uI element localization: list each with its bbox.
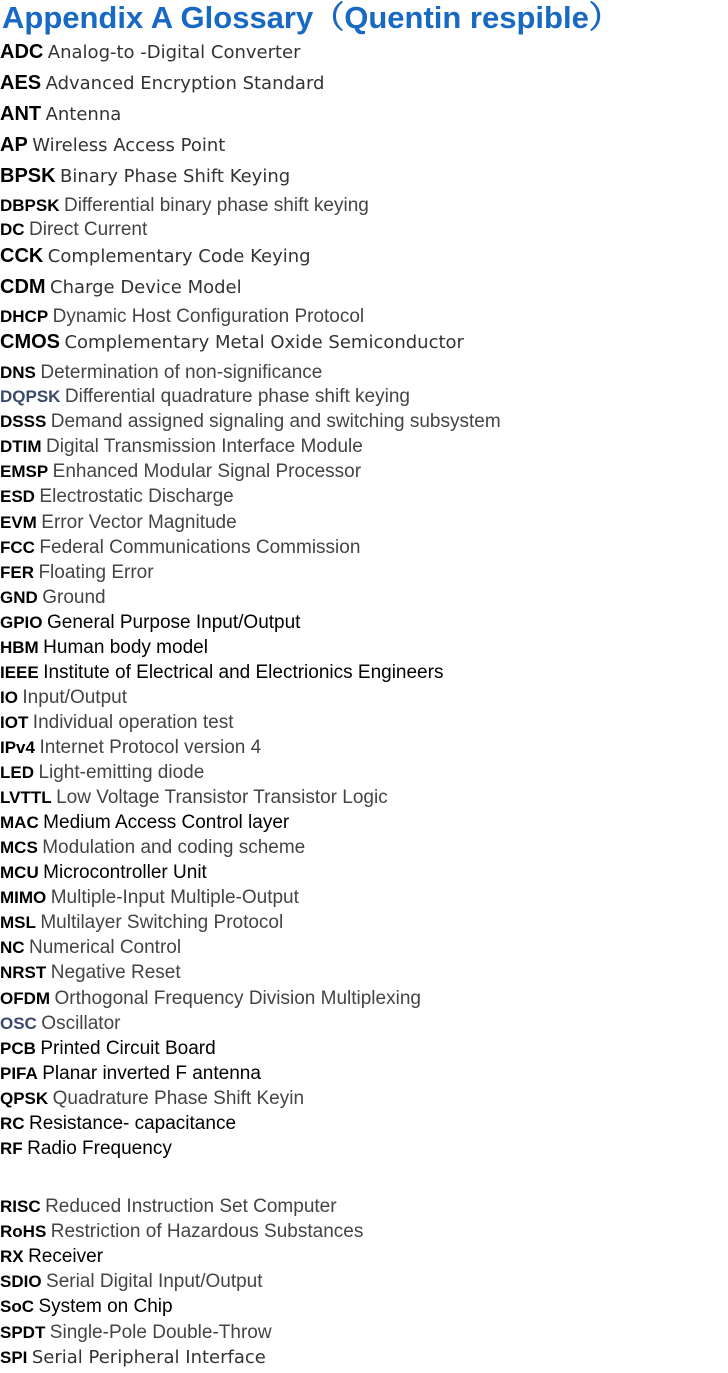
glossary-abbreviation: LED [0, 763, 34, 782]
glossary-definition: Numerical Control [29, 937, 182, 958]
glossary-definition: Light-emitting diode [38, 762, 205, 783]
glossary-abbreviation: SDIO [0, 1272, 42, 1291]
glossary-entry [0, 587, 106, 609]
glossary-definition: General Purpose Input/Output [46, 612, 301, 633]
glossary-abbreviation: SPI [0, 1348, 28, 1367]
glossary-definition: Charge Device Model [50, 277, 242, 298]
glossary-entry [0, 1196, 337, 1218]
glossary-definition: Differential quadrature phase shift keying [64, 386, 410, 407]
glossary-definition: Medium Access Control layer [43, 812, 290, 833]
glossary-entry [0, 988, 421, 1010]
glossary-definition: Input/Output [22, 687, 127, 708]
glossary-entry [0, 662, 443, 684]
glossary-entry [0, 1038, 216, 1060]
glossary-abbreviation: RISC [0, 1197, 41, 1216]
glossary-entry [0, 1347, 266, 1368]
glossary-abbreviation: DTIM [0, 437, 42, 456]
glossary-entry [0, 687, 127, 709]
glossary-abbreviation: QPSK [0, 1089, 49, 1108]
glossary-abbreviation: EMSP [0, 462, 49, 481]
glossary-entry [0, 887, 299, 909]
glossary-entry [0, 562, 154, 584]
glossary-definition: Dynamic Host Configuration Protocol [52, 306, 365, 327]
glossary-abbreviation: LVTTL [0, 788, 52, 807]
glossary-definition: Floating Error [38, 562, 154, 583]
glossary-abbreviation: CMOS [0, 331, 60, 353]
glossary-definition: Wireless Access Point [32, 135, 226, 156]
glossary-definition: Reduced Instruction Set Computer [45, 1196, 337, 1217]
glossary-definition: Multiple-Input Multiple-Output [50, 887, 299, 908]
glossary-entry [0, 787, 388, 809]
glossary-definition: Planar inverted F antenna [42, 1063, 261, 1084]
glossary-definition: Single-Pole Double-Throw [49, 1322, 272, 1343]
glossary-entry [0, 862, 207, 884]
glossary-definition: Human body model [43, 637, 208, 658]
glossary-abbreviation: DHCP [0, 307, 49, 326]
glossary-abbreviation: GND [0, 588, 38, 607]
glossary-entry [0, 219, 147, 241]
glossary-abbreviation: DNS [0, 363, 36, 382]
glossary-definition: Error Vector Magnitude [41, 512, 237, 533]
glossary-definition: Individual operation test [32, 712, 234, 733]
glossary-definition: Analog-to -Digital Converter [47, 42, 301, 63]
glossary-abbreviation: DC [0, 220, 25, 239]
page-title: Appendix A Glossary（Quentin respible） [2, 0, 620, 35]
glossary-entry [0, 612, 300, 634]
glossary-definition: Institute of Electrical and Electrionics Engineers [43, 662, 444, 683]
glossary-abbreviation: SPDT [0, 1323, 46, 1342]
glossary-abbreviation: IOT [0, 713, 29, 732]
glossary-abbreviation: BPSK [0, 165, 56, 187]
glossary-definition: Electrostatic Discharge [39, 486, 234, 507]
glossary-abbreviation: MAC [0, 813, 39, 832]
glossary-entry [0, 486, 234, 508]
glossary-entry [0, 537, 360, 559]
glossary-definition: Receiver [28, 1246, 104, 1267]
glossary-entry [0, 1271, 263, 1293]
glossary-definition: System on Chip [38, 1296, 173, 1317]
glossary-entry [0, 1296, 173, 1318]
glossary-definition: Serial Peripheral Interface [31, 1347, 266, 1368]
glossary-abbreviation: FCC [0, 538, 35, 557]
glossary-entry [0, 276, 242, 299]
glossary-entry [0, 165, 290, 188]
glossary-abbreviation: IPv4 [0, 738, 35, 757]
glossary-entry [0, 1113, 236, 1135]
glossary-entry [0, 837, 305, 859]
glossary-abbreviation: ADC [0, 41, 44, 63]
glossary-definition: Determination of non-significance [40, 362, 323, 383]
glossary-abbreviation: MSL [0, 913, 36, 932]
glossary-abbreviation: MCS [0, 838, 38, 857]
glossary-definition: Differential binary phase shift keying [63, 195, 369, 216]
glossary-entry [0, 461, 361, 483]
glossary-definition: Advanced Encryption Standard [45, 73, 325, 94]
glossary-abbreviation: RoHS [0, 1222, 47, 1241]
glossary-entry [0, 386, 410, 408]
glossary-entry [0, 195, 369, 217]
glossary-abbreviation: NRST [0, 963, 47, 982]
glossary-abbreviation: AES [0, 72, 42, 94]
glossary-entry [0, 1221, 363, 1243]
glossary-definition: Oscillator [41, 1013, 121, 1034]
glossary-abbreviation: DSSS [0, 412, 47, 431]
glossary-abbreviation: CDM [0, 276, 46, 298]
glossary-abbreviation: PIFA [0, 1064, 38, 1083]
glossary-definition: Resistance- capacitance [29, 1113, 237, 1134]
glossary-abbreviation: ESD [0, 487, 35, 506]
glossary-definition: Printed Circuit Board [40, 1038, 216, 1059]
glossary-abbreviation: ANT [0, 103, 42, 125]
glossary-definition: Demand assigned signaling and switching subsystem [50, 411, 501, 432]
glossary-entry [0, 1063, 261, 1085]
glossary-abbreviation: FER [0, 563, 34, 582]
glossary-entry [0, 41, 301, 64]
glossary-entry [0, 937, 181, 959]
glossary-entry [0, 1013, 120, 1035]
glossary-entry [0, 1138, 172, 1160]
glossary-entry [0, 1246, 103, 1268]
glossary-abbreviation: RX [0, 1247, 24, 1266]
glossary-abbreviation: DBPSK [0, 196, 60, 215]
glossary-definition: Quadrature Phase Shift Keyin [52, 1088, 305, 1109]
glossary-entry [0, 912, 283, 934]
glossary-abbreviation: MCU [0, 863, 39, 882]
glossary-definition: Complementary Code Keying [47, 246, 311, 267]
glossary-definition: Federal Communications Commission [39, 537, 361, 558]
glossary-entry [0, 637, 208, 659]
glossary-entry [0, 134, 225, 157]
glossary-definition: Orthogonal Frequency Division Multiplexing [54, 988, 421, 1009]
glossary-abbreviation: RC [0, 1114, 25, 1133]
glossary-definition: Enhanced Modular Signal Processor [52, 461, 362, 482]
glossary-entry [0, 737, 261, 759]
glossary-entry [0, 411, 501, 433]
glossary-entry [0, 712, 233, 734]
glossary-definition: Digital Transmission Interface Module [46, 436, 363, 457]
glossary-definition: Ground [42, 587, 106, 608]
glossary-entry [0, 72, 324, 95]
glossary-abbreviation: OFDM [0, 989, 51, 1008]
glossary-entry [0, 512, 237, 534]
glossary-entry [0, 362, 322, 384]
glossary-definition: Negative Reset [50, 962, 181, 983]
glossary-definition: Complementary Metal Oxide Semiconductor [64, 332, 464, 353]
glossary-abbreviation: IEEE [0, 663, 39, 682]
glossary-abbreviation: HBM [0, 638, 39, 657]
glossary-entry [0, 762, 204, 784]
glossary-entry [0, 103, 121, 126]
glossary-entry [0, 1088, 304, 1110]
glossary-abbreviation: MIMO [0, 888, 47, 907]
glossary-abbreviation: NC [0, 938, 25, 957]
glossary-definition: Modulation and coding scheme [42, 837, 306, 858]
glossary-abbreviation: IO [0, 688, 18, 707]
glossary-entry [0, 245, 311, 268]
glossary-abbreviation: DQPSK [0, 387, 61, 406]
glossary-definition: Low Voltage Transistor Transistor Logic [56, 787, 388, 808]
glossary-definition: Restriction of Hazardous Substances [50, 1221, 364, 1242]
glossary-entry [0, 331, 464, 354]
glossary-abbreviation: AP [0, 134, 28, 156]
glossary-definition: Serial Digital Input/Output [46, 1271, 263, 1292]
glossary-abbreviation: CCK [0, 245, 44, 267]
glossary-entry [0, 436, 363, 458]
glossary-definition: Radio Frequency [27, 1138, 172, 1159]
glossary-entry [0, 962, 181, 984]
glossary-definition: Internet Protocol version 4 [39, 737, 262, 758]
glossary-abbreviation: OSC [0, 1014, 37, 1033]
glossary-abbreviation: GPIO [0, 613, 43, 632]
glossary-abbreviation: SoC [0, 1297, 34, 1316]
glossary-definition: Multilayer Switching Protocol [40, 912, 284, 933]
glossary-entry [0, 812, 289, 834]
glossary-entry [0, 1322, 272, 1344]
glossary-abbreviation: RF [0, 1139, 23, 1158]
glossary-definition: Antenna [45, 104, 122, 125]
glossary-definition: Microcontroller Unit [43, 862, 207, 883]
glossary-definition: Binary Phase Shift Keying [60, 166, 291, 187]
glossary-entry [0, 306, 364, 328]
glossary-abbreviation: EVM [0, 513, 37, 532]
glossary-definition: Direct Current [29, 219, 148, 240]
glossary-abbreviation: PCB [0, 1039, 36, 1058]
